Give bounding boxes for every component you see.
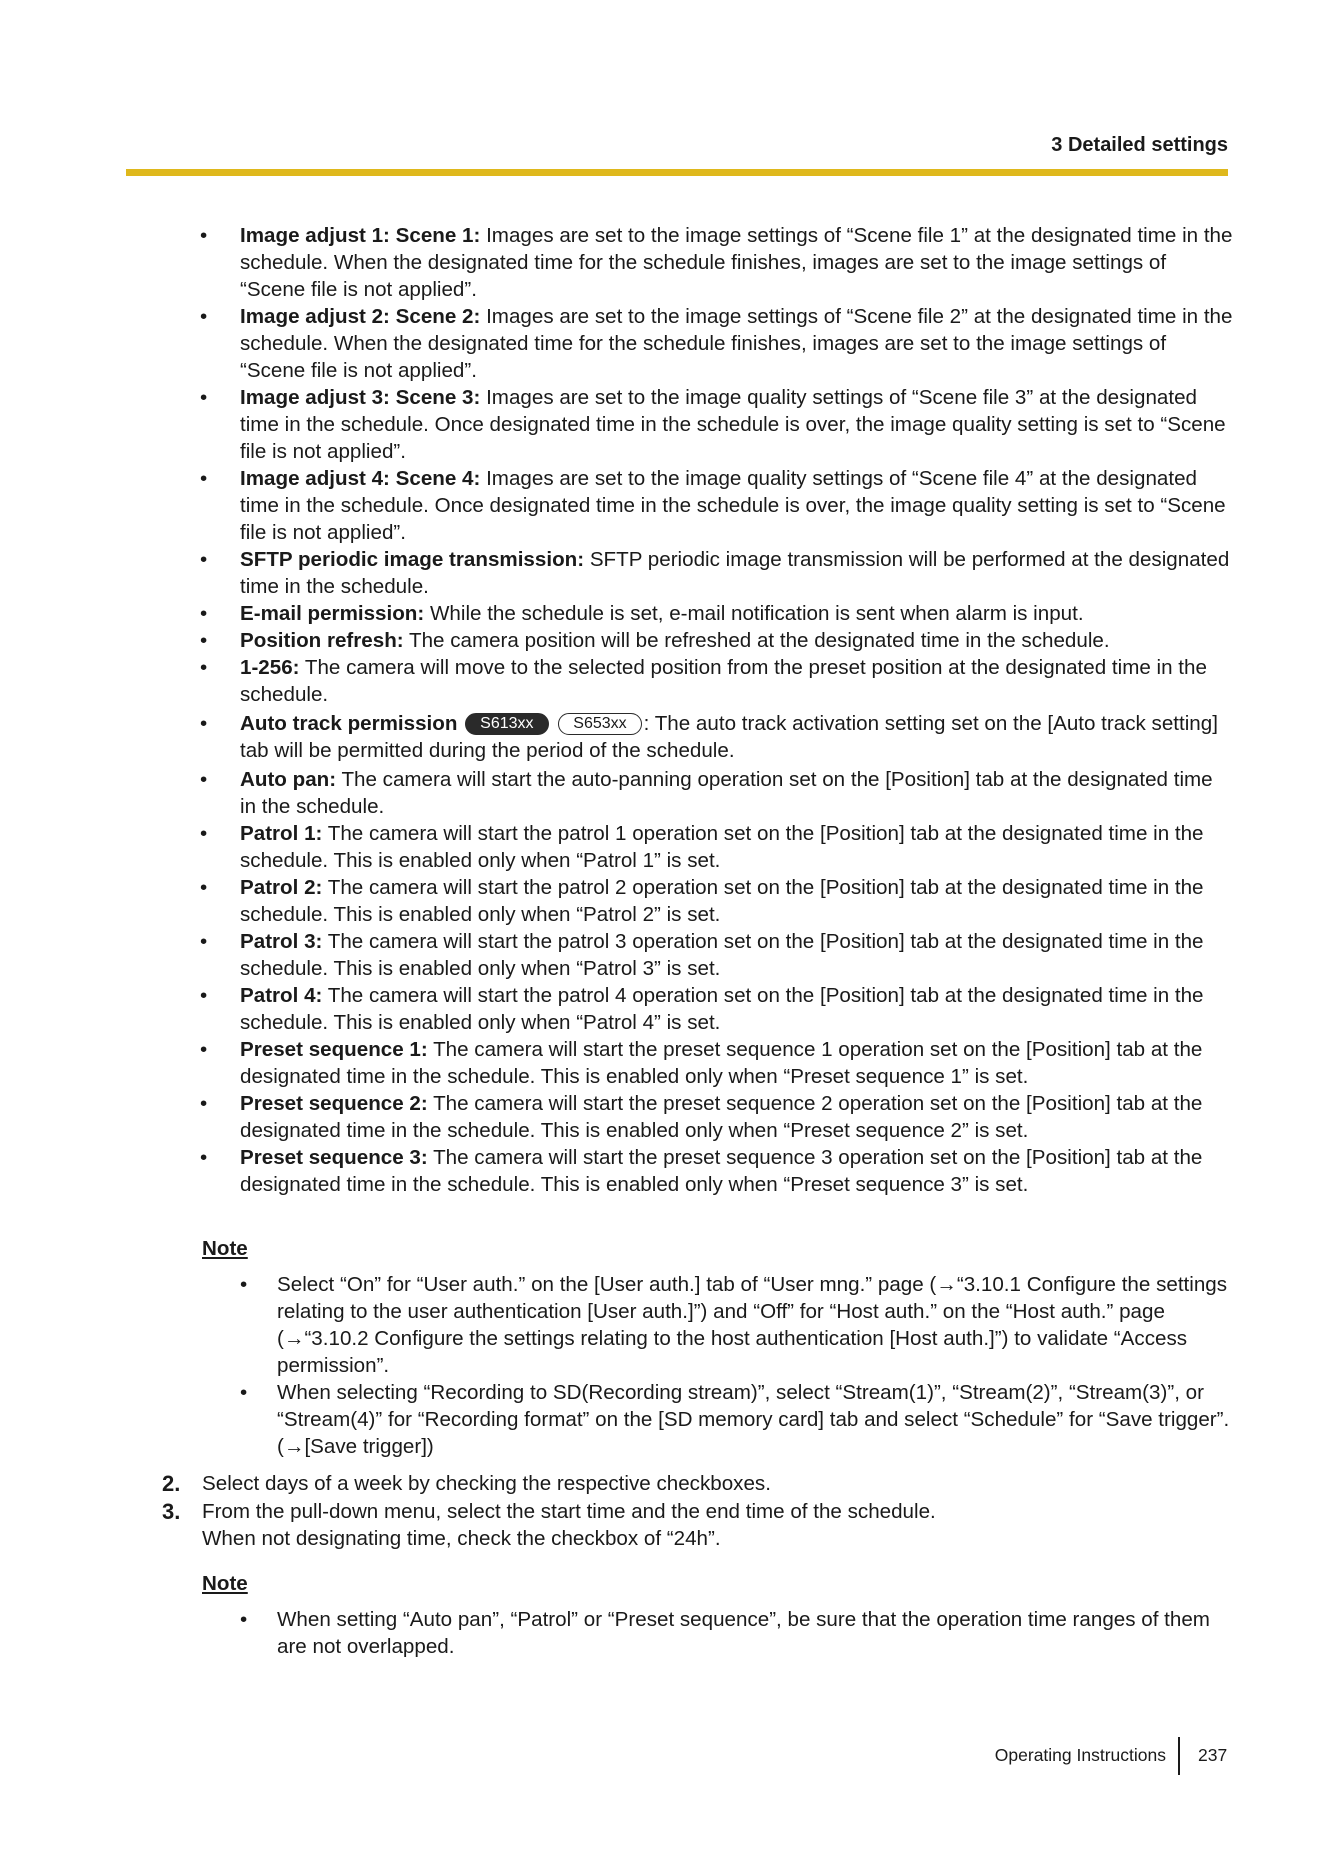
list-item — [194, 820, 1234, 874]
list-item-text: Images are set to the image quality settings of “Scene file 4” at the designated time in the schedule. Once designated time in the schedule is over, the image quality setting is set to “Scene file is not applied”. — [240, 467, 1226, 544]
section-title: 3 Detailed settings — [1051, 134, 1228, 156]
list-item-text: Images are set to the image settings of “Scene file 2” at the designated time in the schedule. When the designated time for the schedule finishes, images are set to the image settings of “Scene file is not applied”. — [240, 305, 1233, 382]
model-badge-outline: S653xx — [558, 713, 641, 735]
bullet-dot: • — [200, 822, 208, 845]
list-item-text: Images are set to the image quality settings of “Scene file 3” at the designated time in the schedule. Once designated time in the schedule is over, the image quality setting is set to “Scene file is not applied”. — [240, 386, 1226, 463]
bullet-dot: • — [200, 1092, 208, 1115]
step-number: 3. — [162, 1498, 181, 1524]
list-item — [194, 600, 1234, 627]
footer-label: Operating Instructions — [994, 1745, 1166, 1765]
list-item — [194, 546, 1234, 600]
step-number: 2. — [162, 1471, 181, 1496]
list-item — [194, 1144, 1234, 1198]
bullet-dot: • — [200, 386, 208, 409]
list-item-text: The camera will start the patrol 2 operation set on the [Position] tab at the designated time in the schedule. This is enabled only when “Patrol 2” is set. — [240, 876, 1204, 926]
list-item-term: Image adjust 2: Scene 2: — [240, 305, 481, 328]
list-item-text: The camera will start the preset sequence 2 operation set on the [Position] tab at the designated time in the schedule. This is enabled only when “Preset sequence 2” is set. — [240, 1092, 1203, 1142]
list-item-text: The camera will move to the selected position from the preset position at the designated time in the schedule. — [240, 656, 1207, 706]
model-badge-filled: S613xx — [465, 713, 548, 735]
list-item-text: The camera will start the patrol 1 operation set on the [Position] tab at the designated time in the schedule. This is enabled only when “Patrol 1” is set. — [240, 822, 1204, 872]
list-item-term: Auto track permission — [240, 712, 458, 735]
list-item-term: Preset sequence 1: — [240, 1038, 428, 1061]
note-list — [236, 1606, 1232, 1660]
list-item — [194, 222, 1234, 303]
step-text: From the pull-down menu, select the start time and the end time of the schedule. — [202, 1499, 936, 1523]
note-heading: Note — [202, 1237, 248, 1260]
bullet-dot: • — [200, 876, 208, 899]
list-item — [194, 627, 1234, 654]
procedure-steps — [162, 1470, 1232, 1553]
list-item-text: Images are set to the image settings of “Scene file 1” at the designated time in the schedule. When the designated time for the schedule finishes, images are set to the image settings of “Scene file is not applied”. — [240, 224, 1233, 301]
list-item-text: The camera will start the patrol 3 operation set on the [Position] tab at the designated time in the schedule. This is enabled only when “Patrol 3” is set. — [240, 930, 1204, 980]
bullet-dot: • — [200, 224, 208, 247]
list-item-term: Image adjust 3: Scene 3: — [240, 386, 481, 409]
bullet-dot: • — [200, 1038, 208, 1061]
note-item-text: When setting “Auto pan”, “Patrol” or “Preset sequence”, be sure that the operation time ranges of them are not overlapped. — [277, 1608, 1210, 1658]
list-item-term: Image adjust 4: Scene 4: — [240, 467, 481, 490]
page-number: 237 — [1198, 1745, 1228, 1765]
note-list — [236, 1271, 1232, 1460]
step-text: When not designating time, check the checkbox of “24h”. — [202, 1527, 721, 1550]
list-item-text: SFTP periodic image transmission will be performed at the designated time in the schedule. — [240, 548, 1230, 598]
list-item-term: Position refresh: — [240, 629, 404, 652]
list-item-text: The camera will start the patrol 4 operation set on the [Position] tab at the designated time in the schedule. This is enabled only when “Patrol 4” is set. — [240, 984, 1204, 1034]
note-item — [236, 1379, 1232, 1460]
bullet-dot: • — [240, 1608, 248, 1631]
list-item — [194, 1036, 1234, 1090]
list-item-text: The camera will start the auto-panning operation set on the [Position] tab at the designated time in the schedule. — [240, 768, 1213, 818]
step-item — [162, 1470, 1232, 1498]
list-item-term: Patrol 2: — [240, 876, 323, 899]
list-item — [194, 303, 1234, 384]
list-item-term: E-mail permission: — [240, 602, 425, 625]
bullet-dot: • — [200, 1146, 208, 1169]
list-item-text: While the schedule is set, e-mail notification is sent when alarm is input. — [424, 602, 1084, 625]
list-item-text: The camera will start the preset sequence 1 operation set on the [Position] tab at the designated time in the schedule. This is enabled only when “Preset sequence 1” is set. — [240, 1038, 1203, 1088]
header-rule — [126, 169, 1228, 176]
bullet-dot: • — [200, 467, 208, 490]
bullet-dot: • — [200, 984, 208, 1007]
list-item — [194, 710, 1234, 764]
list-item-term: Patrol 4: — [240, 984, 323, 1007]
note-item-text: When selecting “Recording to SD(Recording stream)”, select “Stream(1)”, “Stream(2)”, “Stream(3)”, or “Stream(4)” for “Recording format” on the [SD memory card] tab and select “Schedule” for “Save trigger”. (→[Save trigger]) — [277, 1381, 1230, 1458]
bullet-dot: • — [200, 548, 208, 571]
bullet-dot: • — [200, 768, 208, 791]
list-item-term: SFTP periodic image transmission: — [240, 548, 585, 571]
bullet-dot: • — [240, 1381, 248, 1404]
bullet-dot: • — [200, 656, 208, 679]
list-item-term: Patrol 1: — [240, 822, 323, 845]
bullet-dot: • — [200, 305, 208, 328]
list-item-term: Auto pan: — [240, 768, 337, 791]
bullet-dot: • — [200, 602, 208, 625]
step-item — [162, 1498, 1232, 1553]
bullet-dot: • — [200, 712, 208, 735]
list-item-term: Patrol 3: — [240, 930, 323, 953]
list-item — [194, 465, 1234, 546]
schedule-option-list — [194, 222, 1234, 1198]
list-item — [194, 1090, 1234, 1144]
list-item — [194, 384, 1234, 465]
footer-divider — [1178, 1737, 1180, 1775]
note-heading: Note — [202, 1572, 248, 1595]
note-item — [236, 1271, 1232, 1379]
list-item-text: The camera position will be refreshed at the designated time in the schedule. — [403, 629, 1110, 652]
list-item — [194, 874, 1234, 928]
list-item-term: Preset sequence 3: — [240, 1146, 428, 1169]
list-item — [194, 766, 1234, 820]
note-item — [236, 1606, 1232, 1660]
list-item — [194, 982, 1234, 1036]
list-item-term: 1-256: — [240, 656, 300, 679]
list-item-text: : The auto track activation setting set on the [Auto track setting] tab will be permitted during the period of the schedule. — [240, 712, 1218, 762]
list-item-text: The camera will start the preset sequence 3 operation set on the [Position] tab at the designated time in the schedule. This is enabled only when “Preset sequence 3” is set. — [240, 1146, 1203, 1196]
step-text: Select days of a week by checking the respective checkboxes. — [202, 1472, 771, 1495]
bullet-dot: • — [200, 930, 208, 953]
bullet-dot: • — [240, 1273, 248, 1296]
list-item — [194, 654, 1234, 708]
list-item — [194, 928, 1234, 982]
note-item-text: Select “On” for “User auth.” on the [User auth.] tab of “User mng.” page (→“3.10.1 Configure the settings relating to the user authentication [User auth.]”) and “Off” for “Host auth.” on the “Host auth.” page (→“3.10.2 Configure the settings relating to the host authentication [Host auth.]”) to validate “Access permission”. — [277, 1273, 1228, 1377]
list-item-term: Preset sequence 2: — [240, 1092, 428, 1115]
list-item-term: Image adjust 1: Scene 1: — [240, 224, 481, 247]
bullet-dot: • — [200, 629, 208, 652]
